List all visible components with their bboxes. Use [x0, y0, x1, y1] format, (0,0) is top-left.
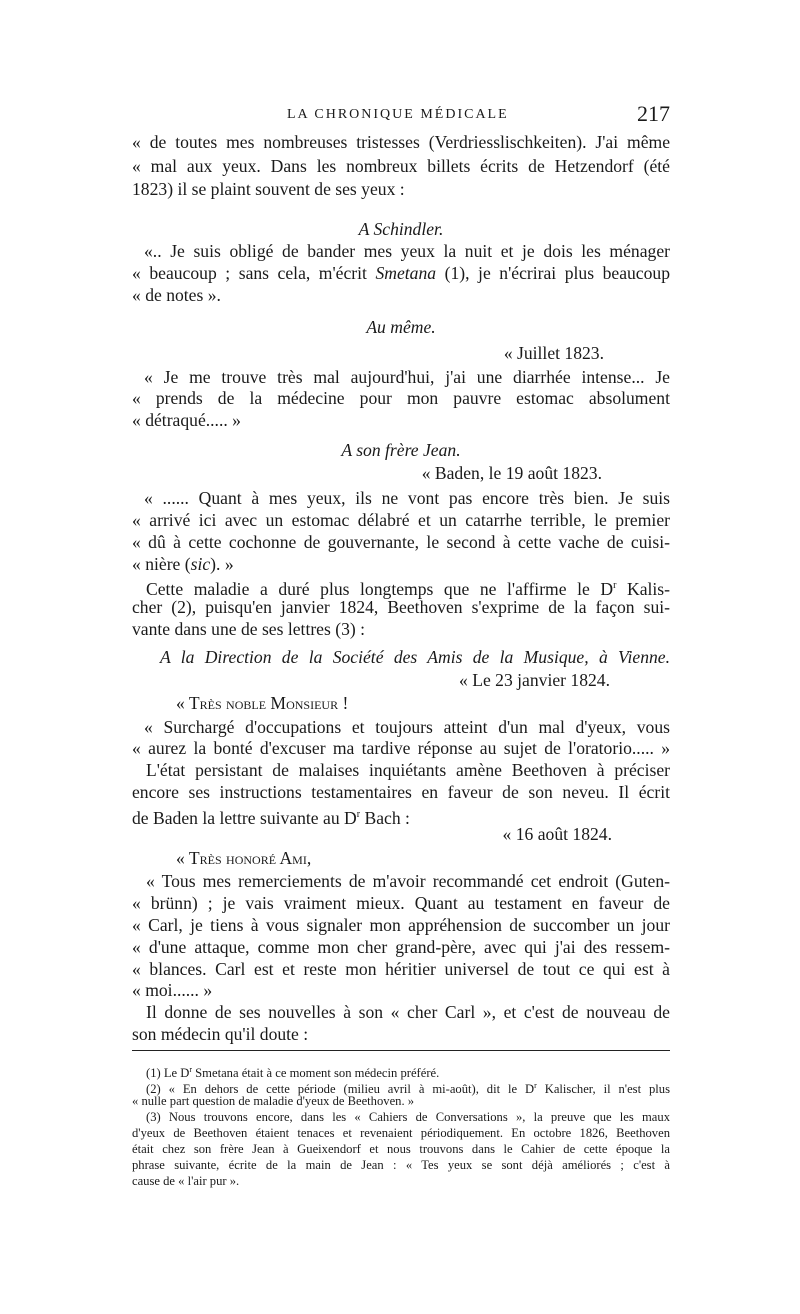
body-line: « nière (sic). » — [132, 554, 234, 574]
body-line: « prends de la médecine pour mon pauvre estomac absolument — [132, 388, 670, 408]
body-line: « Carl, je tiens à vous signaler mon appréhension de succomber un jour — [132, 915, 670, 935]
body-line: « brünn) ; je vais vraiment mieux. Quant au testament en faveur de — [132, 893, 670, 913]
running-title: LA CHRONIQUE MÉDICALE — [287, 107, 509, 122]
page-number: 217 — [637, 101, 670, 126]
date-line: « Baden, le 19 août 1823. — [421, 463, 602, 483]
body-line: « de notes ». — [132, 285, 221, 305]
body-line: « aurez la bonté d'excuser ma tardive réponse au sujet de l'oratorio..... » — [132, 738, 670, 758]
body-line: « de toutes mes nombreuses tristesses (Verdriesslischkeiten). J'ai même — [132, 132, 670, 152]
body-line: Cette maladie a duré plus longtemps que ne l'affirme le $D^r$ Kalis- — [146, 578, 670, 599]
salutation: « Très honoré Ami, — [176, 848, 312, 868]
body-line: « Surchargé d'occupations et toujours atteint d'un mal d'yeux, vous — [144, 717, 670, 737]
body-line: de Baden la lettre suivante au $D^r$ Bach : — [132, 807, 410, 828]
body-line: encore ses instructions testamentaires en faveur de son neveu. Il écrit — [132, 782, 670, 802]
body-line: « blances. Carl est et reste mon héritier universel de tout ce qui est à — [132, 959, 670, 979]
date-line: « Le 23 janvier 1824. — [459, 670, 610, 690]
section-heading: A son frère Jean. — [341, 440, 461, 460]
page-header — [132, 103, 670, 127]
footnote: « nulle part question de maladie d'yeux de Beethoven. » — [132, 1094, 415, 1108]
footnote: cause de « l'air pur ». — [132, 1174, 240, 1188]
body-line: « arrivé ici avec un estomac délabré et un catarrhe terrible, le premier — [132, 510, 670, 530]
footnote: d'yeux de Beethoven étaient tenaces et revenaient périodiquement. En octobre 1826, Beethoven — [132, 1126, 670, 1140]
salutation: « Très noble Monsieur ! — [176, 693, 349, 713]
body-line: 1823) il se plaint souvent de ses yeux : — [132, 179, 405, 199]
body-line: son médecin qu'il doute : — [132, 1024, 309, 1044]
body-line: « d'une attaque, comme mon cher grand-père, avec qui j'ai des ressem- — [132, 937, 670, 957]
body-line: « Je me trouve très mal aujourd'hui, j'ai une diarrhée intense... Je — [144, 367, 670, 387]
date-line: « Juillet 1823. — [503, 343, 604, 363]
body-line: « beaucoup ; sans cela, m'écrit Smetana (1), je n'écrirai plus beaucoup — [132, 263, 671, 283]
body-line: vante dans une de ses lettres (3) : — [132, 619, 366, 639]
section-heading: A Schindler. — [358, 219, 444, 239]
section-heading: A la Direction de la Société des Amis de la Musique, à Vienne. — [160, 647, 670, 667]
body-line: «.. Je suis obligé de bander mes yeux la nuit et je dois les ménager — [144, 241, 670, 261]
footnote: était chez son frère Jean à Gueixendorf et nous trouvons dans le Cahier de cette époque la — [132, 1142, 670, 1156]
body-line: Il donne de ses nouvelles à son « cher Carl », et c'est de nouveau de — [146, 1002, 670, 1022]
section-heading: Au même. — [366, 317, 436, 337]
footnote: phrase suivante, écrite de la main de Jean : « Tes yeux se sont déjà améliorés ; c'est à — [132, 1158, 670, 1172]
body-line: L'état persistant de malaises inquiétants amène Beethoven à préciser — [146, 760, 670, 780]
footnote: (3) Nous trouvons encore, dans les « Cahiers de Conversations », la preuve que les maux — [146, 1110, 670, 1124]
date-line: « 16 août 1824. — [502, 824, 612, 844]
body-line: « mal aux yeux. Dans les nombreux billets écrits de Hetzendorf (été — [132, 156, 670, 176]
body-line: cher (2), puisqu'en janvier 1824, Beethoven s'exprime de la façon sui- — [132, 597, 670, 617]
footnote: (2) « En dehors de cette période (milieu avril à mi-août), dit le $D^r$ Kalischer, il n'est plus — [146, 1081, 670, 1097]
footnote: (1) Le $D^r$ Smetana était à ce moment son médecin préféré. — [146, 1065, 440, 1081]
body-line: « Tous mes remerciements de m'avoir recommandé cet endroit (Guten- — [146, 871, 670, 891]
body-line: « ...... Quant à mes yeux, ils ne vont pas encore très bien. Je suis — [144, 488, 670, 508]
footnote-rule — [132, 1050, 670, 1051]
body-line: « détraqué..... » — [132, 410, 241, 430]
body-line: « moi...... » — [132, 980, 213, 1000]
body-line: « dû à cette cochonne de gouvernante, le second à cette vache de cuisi- — [132, 532, 670, 552]
